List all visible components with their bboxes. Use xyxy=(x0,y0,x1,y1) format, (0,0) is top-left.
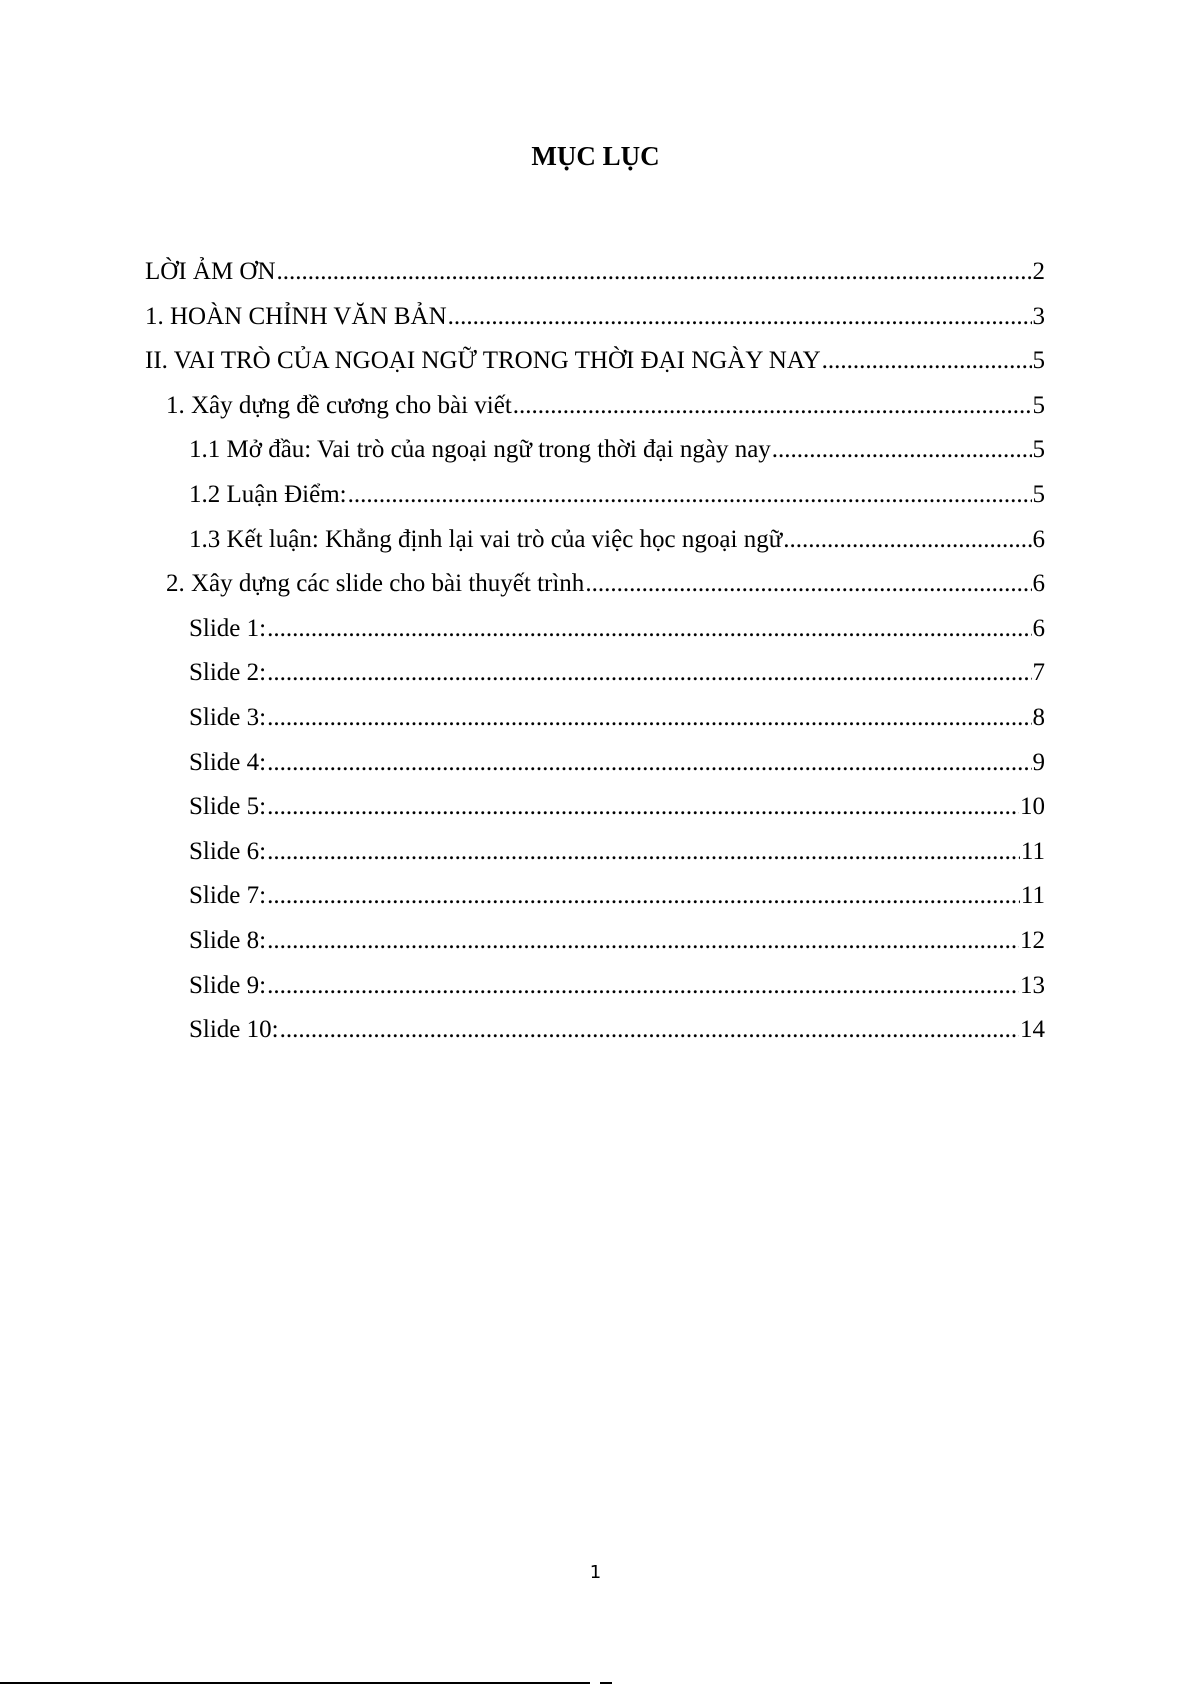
toc-entry-label: 1. HOÀN CHỈNH VĂN BẢN xyxy=(145,302,447,330)
toc-dot-leader xyxy=(513,389,1032,423)
toc-dot-leader xyxy=(267,879,1020,913)
toc-entry-page: 12 xyxy=(1020,926,1045,954)
toc-entry-label: Slide 2: xyxy=(189,659,267,687)
toc-entry[interactable] xyxy=(145,567,1045,612)
toc-dot-leader xyxy=(267,746,1031,780)
toc-entry[interactable] xyxy=(145,701,1045,746)
page-title: MỤC LỤC xyxy=(531,141,660,171)
toc-dot-leader xyxy=(348,478,1032,512)
toc-entry-label: Slide 5: xyxy=(189,793,267,821)
toc-entry-label: Slide 4: xyxy=(189,748,267,776)
toc-entry[interactable] xyxy=(145,433,1045,478)
toc-dot-leader xyxy=(267,656,1031,690)
toc-dot-leader xyxy=(277,255,1032,289)
toc-entry-page: 5 xyxy=(1032,391,1045,419)
toc-entry-page: 10 xyxy=(1020,793,1045,821)
toc-entry-label: 2. Xây dựng các slide cho bài thuyết trình xyxy=(166,570,585,598)
toc-entry-page: 8 xyxy=(1032,703,1045,731)
toc-entry[interactable] xyxy=(145,835,1045,880)
toc-entry-page: 6 xyxy=(1032,525,1045,553)
toc-entry-label: Slide 8: xyxy=(189,926,267,954)
toc-entry-page: 5 xyxy=(1032,436,1045,464)
toc-entry-page: 6 xyxy=(1032,570,1045,598)
toc-entry-page: 7 xyxy=(1032,659,1045,687)
toc-entry[interactable] xyxy=(145,924,1045,969)
toc-entry[interactable] xyxy=(145,523,1045,568)
toc-entry-page: 9 xyxy=(1032,748,1045,776)
toc-entry-page: 14 xyxy=(1020,1016,1045,1044)
table-of-contents xyxy=(145,255,1045,1058)
toc-entry-page: 5 xyxy=(1032,480,1045,508)
toc-dot-leader xyxy=(267,790,1019,824)
page-number: 1 xyxy=(589,1562,602,1583)
toc-entry-label: Slide 10: xyxy=(189,1016,279,1044)
toc-entry[interactable] xyxy=(145,612,1045,657)
toc-entry-page: 11 xyxy=(1020,837,1045,865)
toc-entry[interactable] xyxy=(145,746,1045,791)
toc-entry-page: 13 xyxy=(1020,971,1045,999)
toc-entry-label: II. VAI TRÒ CỦA NGOẠI NGỮ TRONG THỜI ĐẠI NGÀY NAY xyxy=(145,347,821,375)
toc-dot-leader xyxy=(585,567,1031,601)
toc-entry-page: 5 xyxy=(1032,347,1045,375)
toc-entry[interactable] xyxy=(145,478,1045,523)
toc-dot-leader xyxy=(448,300,1032,334)
toc-entry-page: 3 xyxy=(1032,302,1045,330)
toc-entry-label: 1. Xây dựng đề cương cho bài viết xyxy=(166,391,512,419)
toc-entry-page: 2 xyxy=(1032,258,1045,285)
toc-entry[interactable] xyxy=(145,255,1045,300)
toc-dot-leader xyxy=(783,523,1031,557)
toc-entry-label: 1.2 Luận Điểm: xyxy=(189,480,347,508)
footer-rule xyxy=(0,1682,590,1684)
toc-entry-label: 1.1 Mở đầu: Vai trò của ngoại ngữ trong thời đại ngày nay xyxy=(189,436,771,464)
toc-dot-leader xyxy=(267,701,1031,735)
toc-entry[interactable] xyxy=(145,656,1045,701)
toc-dot-leader xyxy=(267,924,1019,958)
toc-entry[interactable] xyxy=(145,344,1045,389)
toc-entry-label: Slide 3: xyxy=(189,703,267,731)
toc-entry[interactable] xyxy=(145,300,1045,345)
toc-entry[interactable] xyxy=(145,969,1045,1014)
footer-rule-segment xyxy=(600,1682,612,1684)
toc-entry[interactable] xyxy=(145,389,1045,434)
toc-entry-label: Slide 6: xyxy=(189,837,267,865)
toc-entry-label: Slide 1: xyxy=(189,614,267,642)
toc-entry[interactable] xyxy=(145,879,1045,924)
toc-entry-label: 1.3 Kết luận: Khẳng định lại vai trò của việc học ngoại ngữ xyxy=(189,525,783,553)
toc-dot-leader xyxy=(267,835,1020,869)
toc-dot-leader xyxy=(267,969,1019,1003)
toc-dot-leader xyxy=(822,344,1032,378)
toc-entry[interactable] xyxy=(145,1013,1045,1058)
toc-entry-page: 11 xyxy=(1020,882,1045,910)
toc-dot-leader xyxy=(280,1013,1019,1047)
toc-entry-label: LỜI ẢM ƠN xyxy=(145,258,276,285)
toc-entry-label: Slide 7: xyxy=(189,882,267,910)
toc-entry[interactable] xyxy=(145,790,1045,835)
toc-entry-label: Slide 9: xyxy=(189,971,267,999)
toc-dot-leader xyxy=(267,612,1031,646)
toc-dot-leader xyxy=(772,433,1032,467)
toc-entry-page: 6 xyxy=(1032,614,1045,642)
